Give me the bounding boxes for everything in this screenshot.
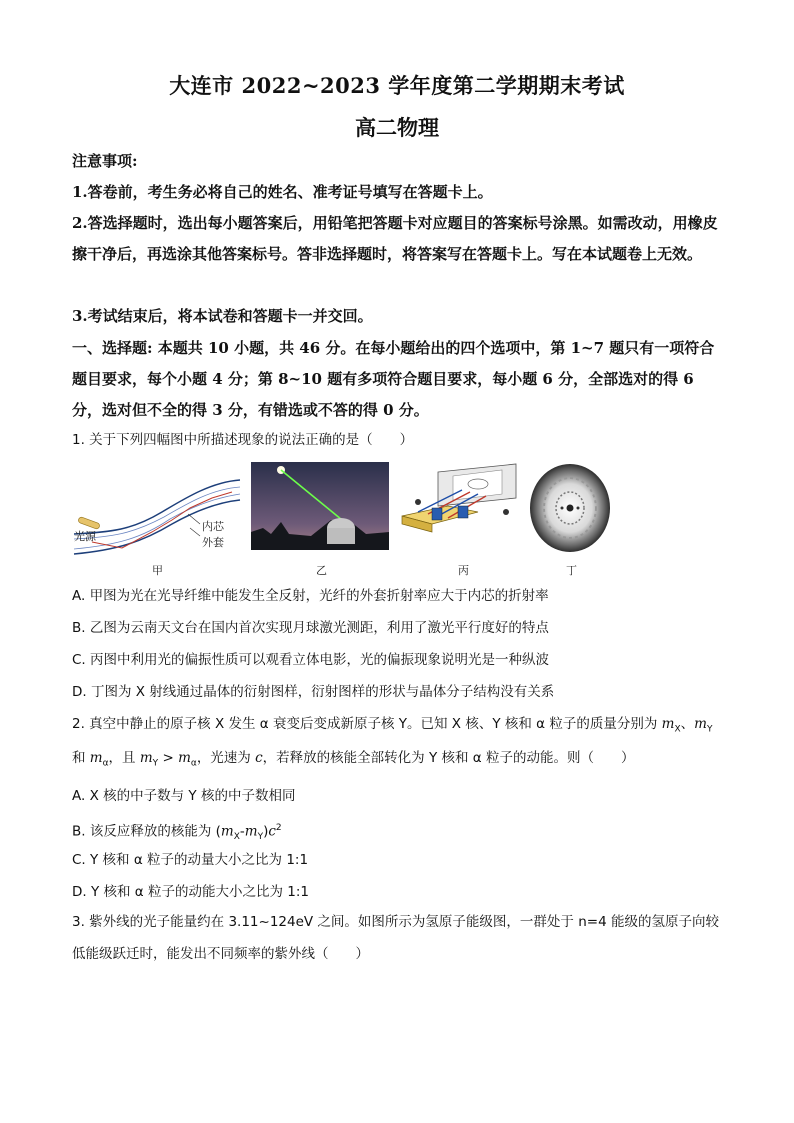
exam-subject: 高二物理 [355, 115, 439, 140]
section-heading: 一、选择题: 本题共 10 小题，共 46 分。在每小题给出的四个选项中，第 1~7 题只有一项符合题目要求，每个小题 4 分；第 8~10 题有多项符合题目要求，每小题 6 分，全部选对的得 6 分，选对但不全的得 3 分，有错选或不答的得 0 分。 [72, 339, 715, 419]
q2-option-b-line: B. 该反应释放的核能为 $(m_X-m_Y)c^2$ [72, 823, 282, 843]
q2-option-a: A. X 核的中子数与 Y 核的中子数相同 [72, 788, 296, 804]
q1-figures [72, 462, 732, 582]
q1-stem: 1. 关于下列四幅图中所描述现象的说法正确的是（ ） [72, 432, 414, 448]
q2-stem-line1: 2. 真空中静止的原子核 X 发生 α 衰变后变成新原子核 Y。已知 X 核、Y 核和 α 粒子的质量分别为 $m_X$、$m_Y$ [72, 716, 713, 735]
caption-bing: 丙 [458, 564, 469, 577]
q2-stem-line2: 和 $m_\alpha$，且 $m_Y > m_\alpha$，光速为 c，若释放的核能全部转化为 Y 核和 α 粒子的动能。则（ ） [72, 750, 635, 769]
q1-option-b: B. 乙图为云南天文台在国内首次实现月球激光测距，利用了激光平行度好的特点 [72, 620, 549, 636]
q2-option-d: D. Y 核和 α 粒子的动能大小之比为 1:1 [72, 884, 310, 900]
laser-photo [251, 462, 389, 550]
caption-jia: 甲 [152, 564, 163, 577]
q1-option-a: A. 甲图为光在光导纤维中能发生全反射，光纤的外套折射率应大于内芯的折射率 [72, 588, 549, 604]
q3-stem: 3. 紫外线的光子能量约在 3.11~124eV 之间。如图所示为氢原子能级图，一群处于 n=4 能级的氢原子向较低能级跃迁时，能发出不同频率的紫外线（ ） [72, 914, 719, 962]
note-item-3: 3.考试结束后，将本试卷和答题卡一并交回。 [72, 307, 373, 325]
caption-yi: 乙 [316, 564, 327, 577]
caption-ding: 丁 [566, 564, 577, 577]
notes-heading: 注意事项: [72, 152, 138, 170]
xray-diffraction-figure [528, 462, 612, 554]
fiber-cladding-label: 外套 [202, 536, 224, 549]
fiber-source-label: 光源 [74, 530, 96, 543]
projector-figure [398, 462, 522, 554]
q2-option-b: B. 该反应释放的核能为 [72, 823, 212, 840]
exam-title: 大连市 2022~2023 学年度第二学期期末考试 [169, 73, 625, 98]
q2-stem-a: 2. 真空中静止的原子核 X 发生 α 衰变后变成新原子核 Y。已知 X 核、Y 核和 α 粒子的质量分别为 [72, 716, 658, 732]
q1-option-d: D. 丁图为 X 射线通过晶体的衍射图样，衍射图样的形状与晶体分子结构没有关系 [72, 684, 555, 700]
q2-option-c: C. Y 核和 α 粒子的动量大小之比为 1:1 [72, 852, 309, 868]
q1-option-c: C. 丙图中利用光的偏振性质可以观看立体电影，光的偏振现象说明光是一种纵波 [72, 652, 550, 668]
note-item-1: 1.答卷前，考生务必将自己的姓名、准考证号填写在答题卡上。 [72, 183, 493, 201]
fiber-core-label: 内芯 [202, 520, 224, 533]
q2-stem-b: ，若释放的核能全部转化为 Y 核和 α 粒子的动能。则（ ） [262, 750, 635, 766]
note-item-2: 2.答选择题时，选出每小题答案后，用铅笔把答题卡对应题目的答案标号涂黑。如需改动，用橡皮擦干净后，再选涂其他答案标号。答非选择题时，将答案写在答题卡上。写在本试题卷上无效。 [72, 214, 718, 263]
